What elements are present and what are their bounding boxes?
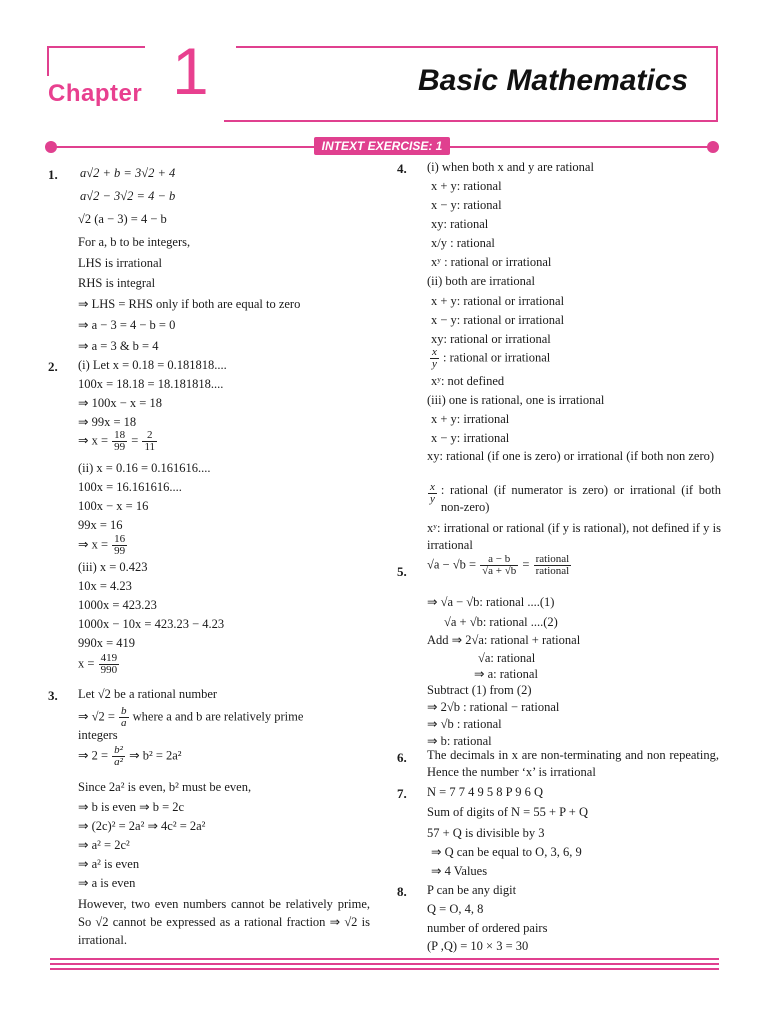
exercise-label: INTEXT EXERCISE: 1: [314, 137, 450, 155]
q5-line-3: √a + √b: rational ....(2): [444, 615, 558, 629]
q4-line-7: (ii) both are irrational: [427, 274, 535, 288]
q8-line-2: Q = O, 4, 8: [427, 902, 484, 916]
q5-line-2: ⇒ √a − √b: rational ....(1): [427, 595, 555, 609]
q1-line-5: LHS is irrational: [78, 256, 163, 270]
numerator: 2: [142, 430, 157, 442]
numerator: 18: [114, 429, 126, 441]
q7-line-4: ⇒ Q can be equal to O, 3, 6, 9: [431, 845, 582, 859]
q2-line-14: 1000x − 10x = 423.23 − 4.23: [78, 617, 225, 631]
denominator: 99: [114, 441, 126, 453]
q2-line-12: 10x = 4.23: [78, 579, 132, 593]
question-number-7: 7.: [397, 786, 407, 801]
q5-line-9: ⇒ √b : rational: [427, 717, 502, 731]
footer-rule-2: [50, 963, 719, 965]
fraction: [534, 554, 572, 577]
q5-line-1-lhs: √a − √b =: [427, 557, 476, 572]
q7-line-1: N = 7 7 4 9 5 8 P 9 6 Q: [427, 785, 543, 799]
q2-line-5: [78, 430, 158, 453]
denominator: 990: [100, 664, 118, 676]
denominator: a: [121, 717, 127, 729]
denominator: a²: [114, 756, 123, 768]
denominator: 99: [114, 545, 126, 557]
q4-line-6: xʸ : rational or irrational: [431, 255, 552, 269]
footer-rule-1: [50, 958, 719, 960]
q2-line-4: ⇒ 99x = 18: [78, 415, 137, 429]
q4-line-17-rest: : rational (if numerator is zero) or irrational (if both non-zero): [440, 483, 721, 514]
q5-line-5: √a: rational: [478, 651, 536, 665]
q2-line-16: [78, 653, 120, 676]
q3-conclusion: However, two even numbers cannot be relatively prime, So √2 cannot be expressed as a rational fraction ⇒ √2 is irrational.: [78, 897, 370, 947]
q2-line-5-lhs: ⇒ x =: [78, 433, 109, 448]
fraction: [112, 534, 127, 557]
q3-line-2-rest: where a and b are relatively prime: [132, 709, 304, 724]
q5-line-7: Subtract (1) from (2): [427, 683, 532, 697]
q2-line-7: 100x = 16.161616....: [78, 480, 182, 494]
header-frame-right-side: [716, 46, 718, 122]
q1-line-8: ⇒ a − 3 = 4 − b = 0: [78, 318, 176, 332]
q6-line-1: The decimals in x are non-terminating and non repeating, Hence the number ‘x’ is irrational: [427, 748, 719, 779]
header-frame-bottom: [224, 120, 718, 122]
header-frame-left-top: [47, 46, 145, 48]
denominator: √a + √b: [482, 565, 517, 577]
q4-line-18: xʸ: irrational or rational (if y is rational), not defined if y is irrational: [427, 521, 721, 552]
fraction: [428, 482, 437, 505]
q4-line-4: xy: rational: [431, 217, 489, 231]
q5-line-8: ⇒ 2√b : rational − rational: [427, 700, 560, 714]
q2-line-6: (ii) x = 0.16 = 0.161616....: [78, 461, 211, 475]
chapter-title: Basic Mathematics: [418, 64, 689, 97]
q3-line-4: [78, 745, 182, 768]
q3-line-10: ⇒ a is even: [78, 876, 136, 890]
q2-line-11: (iii) x = 0.423: [78, 560, 148, 574]
numerator: x: [430, 481, 435, 493]
q2-line-8: 100x − x = 16: [78, 499, 149, 513]
header-frame-left-side: [47, 46, 49, 76]
q4-line-12: xʸ: not defined: [431, 374, 505, 388]
q4-line-14: x + y: irrational: [431, 412, 510, 426]
question-number-6: 6.: [397, 750, 407, 765]
fraction: [99, 653, 120, 676]
q5-line-10: ⇒ b: rational: [427, 734, 492, 748]
q4-line-3: x − y: rational: [431, 198, 502, 212]
header-frame-right-top: [236, 46, 718, 48]
q1-line-2: a√2 − 3√2 = 4 − b: [80, 189, 176, 203]
q5-line-4: Add ⇒ 2√a: rational + rational: [427, 633, 581, 647]
fraction: [112, 745, 125, 768]
q3-line-7: ⇒ (2c)² = 2a² ⇒ 4c² = 2a²: [78, 819, 206, 833]
q4-line-15: x − y: irrational: [431, 431, 510, 445]
q2-line-15: 990x = 419: [78, 636, 136, 650]
question-number-4: 4.: [397, 161, 407, 176]
chapter-number: 1: [172, 34, 209, 108]
q3-line-5: Since 2a² is even, b² must be even,: [78, 780, 252, 794]
q3-line-6: ⇒ b is even ⇒ b = 2c: [78, 800, 185, 814]
exercise-divider-left-dot: [45, 141, 57, 153]
equals-sign: =: [522, 557, 530, 572]
question-number-2: 2.: [48, 359, 58, 374]
fraction: [480, 554, 518, 577]
numerator: x: [432, 346, 437, 358]
q3-line-8: ⇒ a² = 2c²: [78, 838, 130, 852]
q1-line-9: ⇒ a = 3 & b = 4: [78, 339, 159, 353]
q1-line-6: RHS is integral: [78, 276, 156, 290]
q3-line-4-lhs: ⇒ 2 =: [78, 748, 109, 763]
q3-line-3: integers: [78, 728, 118, 742]
q4-line-16: xy: rational (if one is zero) or irrational (if both non zero): [427, 449, 715, 463]
question-number-8: 8.: [397, 884, 407, 899]
q1-line-7: ⇒ LHS = RHS only if both are equal to zero: [78, 297, 301, 311]
q4-line-8: x + y: rational or irrational: [431, 294, 565, 308]
fraction: [119, 706, 129, 729]
q3-line-2-lhs: ⇒ √2 =: [78, 709, 115, 724]
q8-line-3: number of ordered pairs: [427, 921, 548, 935]
q8-line-4: (P ,Q) = 10 × 3 = 30: [427, 939, 529, 953]
numerator: a − b: [480, 554, 518, 566]
denominator: y: [430, 493, 435, 505]
numerator: b: [121, 705, 127, 717]
q7-line-5: ⇒ 4 Values: [431, 864, 488, 878]
q7-line-2: Sum of digits of N = 55 + P + Q: [427, 805, 588, 819]
numerator: 419: [100, 652, 118, 664]
numerator: b²: [114, 744, 123, 756]
q2-line-13: 1000x = 423.23: [78, 598, 157, 612]
numerator: rational: [535, 553, 570, 565]
equals-sign: =: [131, 433, 139, 448]
footer-rule-3: [50, 968, 719, 970]
q4-line-10: xy: rational or irrational: [431, 332, 551, 346]
q4-line-11: [429, 347, 550, 370]
q2-line-10-lhs: ⇒ x =: [78, 537, 109, 552]
q1-line-1: a√2 + b = 3√2 + 4: [80, 166, 176, 180]
q1-line-3: √2 (a − 3) = 4 − b: [78, 212, 167, 226]
q7-line-3: 57 + Q is divisible by 3: [427, 826, 545, 840]
chapter-word: Chapter: [48, 80, 143, 107]
q4-line-9: x − y: rational or irrational: [431, 313, 565, 327]
denominator: rational: [535, 565, 570, 577]
q2-line-1: (i) Let x = 0.18 = 0.181818....: [78, 358, 227, 372]
q4-line-5: x/y : rational: [431, 236, 495, 250]
question-number-3: 3.: [48, 688, 58, 703]
exercise-divider-right-dot: [707, 141, 719, 153]
question-number-1: 1.: [48, 167, 58, 182]
q2-line-3: ⇒ 100x − x = 18: [78, 396, 162, 410]
q2-line-2: 100x = 18.18 = 18.181818....: [78, 377, 224, 391]
q4-line-1: (i) when both x and y are rational: [427, 160, 594, 174]
q3-line-9: ⇒ a² is even: [78, 857, 140, 871]
q4-line-17: [427, 482, 721, 516]
denominator: y: [432, 358, 437, 370]
q8-line-1: P can be any digit: [427, 883, 517, 897]
fraction: [112, 430, 127, 453]
q4-line-11-rest: : rational or irrational: [443, 350, 551, 365]
q4-line-2: x + y: rational: [431, 179, 502, 193]
fraction: [142, 430, 157, 453]
question-number-5: 5.: [397, 564, 407, 579]
q5-line-6: ⇒ a: rational: [474, 667, 538, 681]
q2-line-16-lhs: x =: [78, 656, 95, 671]
q3-line-4-rest: ⇒ b² = 2a²: [129, 748, 182, 763]
denominator: 11: [144, 441, 156, 453]
q3-line-1: Let √2 be a rational number: [78, 687, 218, 701]
q5-line-1: [427, 554, 572, 577]
fraction: [430, 347, 439, 370]
q4-line-13: (iii) one is rational, one is irrational: [427, 393, 605, 407]
q2-line-9: 99x = 16: [78, 518, 123, 532]
numerator: 16: [114, 533, 126, 545]
q2-line-10: [78, 534, 128, 557]
q1-line-4: For a, b to be integers,: [78, 235, 191, 249]
